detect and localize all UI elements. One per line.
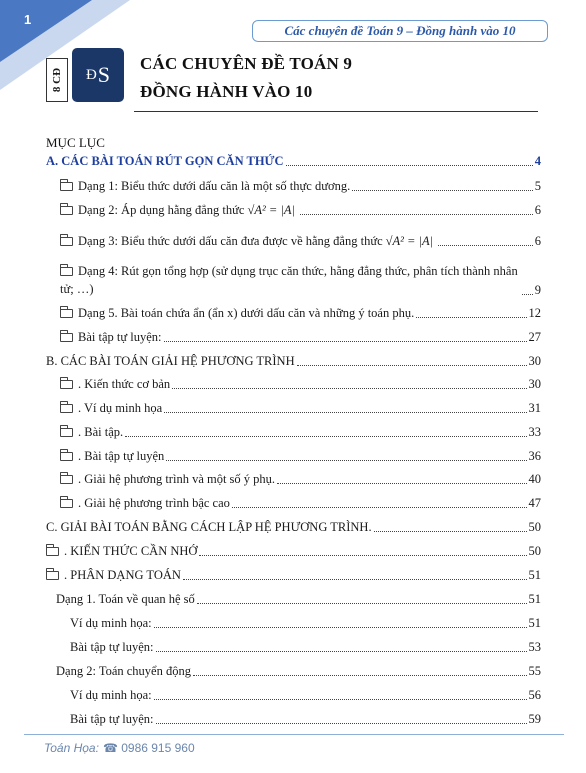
toc-entry[interactable]	[70, 640, 541, 655]
toc-entry-label: . Ví dụ minh họa	[78, 401, 163, 415]
toc-entry-page: 27	[528, 330, 541, 344]
dot-leader	[199, 555, 526, 556]
footer	[44, 741, 195, 755]
toc-entry[interactable]	[70, 688, 541, 703]
folder-icon	[60, 380, 73, 389]
logo	[72, 48, 124, 102]
folder-icon	[46, 547, 59, 556]
toc-entry[interactable]	[60, 330, 541, 345]
toc-entry[interactable]	[60, 472, 541, 487]
toc-heading: MỤC LỤC	[46, 135, 105, 150]
toc-entry-label: . Bài tập.	[78, 425, 124, 439]
toc-entry-page: 30	[528, 354, 541, 368]
header-divider	[134, 111, 538, 112]
toc-entry-label: . KIẾN THỨC CẦN NHỚ	[64, 544, 198, 558]
toc-entry[interactable]	[70, 616, 541, 631]
dot-leader	[522, 294, 533, 295]
toc-entry-page: 30	[528, 377, 541, 391]
toc-entry-page: 56	[528, 688, 541, 702]
dot-leader	[277, 483, 526, 484]
toc-entry-page: 51	[528, 568, 541, 582]
dot-leader	[374, 531, 527, 532]
dot-leader	[125, 436, 526, 437]
dot-leader	[172, 388, 526, 389]
toc-entry-page: 12	[528, 306, 541, 320]
formula-sqrt-abs: √A² = |A|	[247, 203, 295, 217]
formula-sqrt-abs: √A² = |A|	[385, 234, 434, 248]
folder-icon	[60, 475, 73, 484]
folder-icon	[60, 428, 73, 437]
toc-entry-label: Bài tập tự luyện:	[78, 330, 162, 344]
dot-leader	[166, 460, 526, 461]
toc-entry-page: 6	[534, 234, 541, 248]
toc-entry[interactable]	[60, 179, 541, 194]
toc-entry-label: Dạng 3: Biểu thức dưới dấu căn đưa được về hằng đẳng thức	[78, 234, 383, 248]
folder-icon	[46, 571, 59, 580]
logo-letter: S	[97, 62, 111, 87]
toc-entry-label: Bài tập tự luyện:	[70, 640, 154, 654]
toc-entry-page: 53	[528, 640, 541, 654]
document-title-line1: CÁC CHUYÊN ĐỀ TOÁN 9	[140, 54, 353, 73]
dot-leader	[156, 723, 527, 724]
toc-entry[interactable]	[70, 712, 541, 727]
dot-leader	[154, 699, 527, 700]
dot-leader	[297, 365, 527, 366]
toc-entry[interactable]	[60, 496, 541, 511]
dot-leader	[286, 165, 533, 166]
toc-entry-label: B. CÁC BÀI TOÁN GIẢI HỆ PHƯƠNG TRÌNH	[46, 354, 295, 368]
toc-entry[interactable]	[60, 377, 541, 392]
toc-entry[interactable]	[56, 664, 541, 679]
toc-entry-page: 6	[534, 203, 541, 217]
folder-icon	[60, 333, 73, 342]
folder-icon	[60, 452, 73, 461]
dot-leader	[164, 341, 527, 342]
folder-icon	[60, 182, 73, 191]
logo-prefix: Đ	[85, 66, 97, 83]
toc-entry-label: A. CÁC BÀI TOÁN RÚT GỌN CĂN THỨC	[46, 154, 284, 168]
dot-leader	[154, 627, 527, 628]
dot-leader	[438, 245, 533, 246]
toc-entry-label: . Bài tập tự luyện	[78, 449, 165, 463]
toc-entry-label: Ví dụ minh họa:	[70, 688, 152, 702]
footer-name: Toán Họa:	[44, 741, 99, 755]
page-number: 1	[24, 12, 32, 27]
toc-entry-page: 5	[534, 179, 541, 193]
toc-entry-page: 9	[534, 283, 541, 297]
folder-icon	[60, 237, 73, 246]
dot-leader	[156, 651, 527, 652]
toc-entry-label: Dạng 5. Bài toán chứa ẩn (ẩn x) dưới dấu căn và những ý toán phụ.	[78, 306, 415, 320]
toc-entry-page: 36	[528, 449, 541, 463]
toc-entry[interactable]	[60, 425, 541, 440]
toc-entry-page: 55	[528, 664, 541, 678]
toc-entry[interactable]	[60, 262, 541, 298]
toc-entry-page: 50	[528, 520, 541, 534]
toc-entry[interactable]	[60, 203, 541, 218]
toc-entry[interactable]	[60, 306, 541, 321]
toc-entry-section-c[interactable]	[46, 520, 541, 535]
document-title-line2: ĐỒNG HÀNH VÀO 10	[140, 82, 313, 101]
toc-entry-page: 51	[528, 592, 541, 606]
folder-icon	[60, 499, 73, 508]
footer-phone: ☎ 0986 915 960	[102, 741, 195, 755]
dot-leader	[352, 190, 533, 191]
toc-entry-section-a[interactable]	[46, 154, 541, 169]
dot-leader	[300, 214, 533, 215]
dot-leader	[416, 317, 526, 318]
dot-leader	[164, 412, 526, 413]
toc-entry-label: Dạng 2: Áp dụng hằng đẳng thức	[78, 203, 245, 217]
toc-entry[interactable]	[60, 234, 541, 249]
toc-entry-page: 51	[528, 616, 541, 630]
toc-entry-page: 47	[528, 496, 541, 510]
toc-entry-page: 31	[528, 401, 541, 415]
toc-entry-page: 50	[528, 544, 541, 558]
toc-entry-label: . Giải hệ phương trình và một số ý phụ.	[78, 472, 276, 486]
toc-entry-label: Ví dụ minh họa:	[70, 616, 152, 630]
toc-entry-page: 59	[528, 712, 541, 726]
toc-entry-label: Dạng 1. Toán về quan hệ số	[56, 592, 195, 606]
toc-entry-page: 33	[528, 425, 541, 439]
folder-icon	[60, 404, 73, 413]
toc-entry-label: Dạng 1: Biểu thức dưới dấu căn là một số thực dương.	[78, 179, 351, 193]
toc-entry[interactable]	[56, 592, 541, 607]
toc-entry-label: Dạng 2: Toán chuyển động	[56, 664, 191, 678]
folder-icon	[60, 309, 73, 318]
toc-entry-label: . PHÂN DẠNG TOÁN	[64, 568, 181, 582]
side-label-text: 8 CĐ	[51, 67, 64, 93]
toc-entry[interactable]	[46, 544, 541, 559]
dot-leader	[193, 675, 527, 676]
toc-entry-page: 4	[534, 154, 541, 168]
toc-entry-label: C. GIẢI BÀI TOÁN BẰNG CÁCH LẬP HỆ PHƯƠNG TRÌNH.	[46, 520, 372, 534]
header-series-title: Các chuyên đề Toán 9 – Đồng hành vào 10	[252, 20, 548, 42]
folder-icon	[60, 206, 73, 215]
dot-leader	[197, 603, 527, 604]
toc-entry[interactable]	[60, 401, 541, 416]
toc-entry-label: Bài tập tự luyện:	[70, 712, 154, 726]
toc-entry-label: . Giải hệ phương trình bậc cao	[78, 496, 230, 510]
dot-leader	[232, 507, 527, 508]
folder-icon	[60, 267, 73, 276]
dot-leader	[183, 579, 527, 580]
side-label	[46, 58, 68, 102]
footer-divider	[24, 734, 564, 735]
toc-entry-label: Dạng 4: Rút gọn tổng hợp (sử dụng trục căn thức, hằng đẳng thức, phân tích thành nhân tử; …)	[60, 264, 518, 296]
toc-entry[interactable]	[60, 449, 541, 464]
toc-entry-section-b[interactable]	[46, 354, 541, 369]
toc-entry[interactable]	[46, 568, 541, 583]
toc-entry-page: 40	[528, 472, 541, 486]
toc-entry-label: . Kiến thức cơ bản	[78, 377, 171, 391]
